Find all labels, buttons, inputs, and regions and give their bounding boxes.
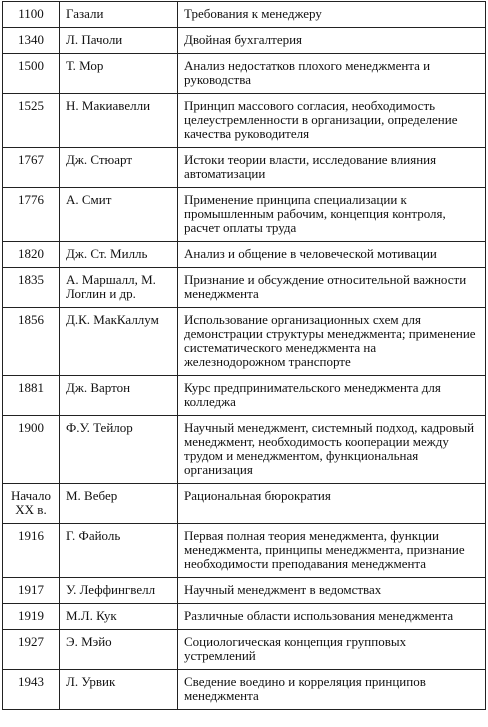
table-row <box>3 242 486 268</box>
contribution-cell: Признание и обсуждение относительной важности менеджмента <box>178 268 486 308</box>
contribution-cell: Курс предпринимательского менеджмента для колледжа <box>178 376 486 416</box>
contribution-cell: Использование организационных схем для демонстрации структуры менеджмента; применение систематического менеджмента на железнодорожном транспорте <box>178 308 486 376</box>
contribution-cell: Научный менеджмент в ведомствах <box>178 578 486 604</box>
year-cell: 1767 <box>3 148 60 188</box>
table-row <box>3 578 486 604</box>
table-row <box>3 524 486 578</box>
author-cell: Дж. Стюарт <box>60 148 178 188</box>
year-cell: 1776 <box>3 188 60 242</box>
table-row <box>3 94 486 148</box>
author-cell: У. Леффингвелл <box>60 578 178 604</box>
table-row <box>3 268 486 308</box>
year-cell: 1943 <box>3 670 60 710</box>
year-cell: 1917 <box>3 578 60 604</box>
table-row <box>3 416 486 484</box>
table-row <box>3 484 486 524</box>
table-row <box>3 630 486 670</box>
author-cell: М. Вебер <box>60 484 178 524</box>
year-cell: 1927 <box>3 630 60 670</box>
author-cell: А. Смит <box>60 188 178 242</box>
contribution-cell: Требования к менеджеру <box>178 2 486 28</box>
author-cell: Ф.У. Тейлор <box>60 416 178 484</box>
author-cell: М.Л. Кук <box>60 604 178 630</box>
history-table <box>2 1 486 710</box>
year-cell: 1835 <box>3 268 60 308</box>
contribution-cell: Анализ недостатков плохого менеджмента и руководства <box>178 54 486 94</box>
contribution-cell: Принцип массового согласия, необходимость целеустремленности в организации, определение качества руководителя <box>178 94 486 148</box>
author-cell: А. Маршалл, М. Логлин и др. <box>60 268 178 308</box>
author-cell: Дж. Вартон <box>60 376 178 416</box>
table-row <box>3 308 486 376</box>
author-cell: Э. Мэйо <box>60 630 178 670</box>
contribution-cell: Применение принципа специализации к промышленным рабочим, концепция контроля, расчет оплаты труда <box>178 188 486 242</box>
author-cell: Т. Мор <box>60 54 178 94</box>
table-row <box>3 670 486 710</box>
author-cell: Газали <box>60 2 178 28</box>
author-cell: Л. Пачоли <box>60 28 178 54</box>
table-row <box>3 54 486 94</box>
contribution-cell: Социологическая концепция групповых устремлений <box>178 630 486 670</box>
year-cell: 1340 <box>3 28 60 54</box>
author-cell: Н. Макиавелли <box>60 94 178 148</box>
contribution-cell: Анализ и общение в человеческой мотивации <box>178 242 486 268</box>
year-cell: 1916 <box>3 524 60 578</box>
table-row <box>3 604 486 630</box>
table-row <box>3 2 486 28</box>
year-cell: 1919 <box>3 604 60 630</box>
year-cell: Начало XX в. <box>3 484 60 524</box>
table-row <box>3 376 486 416</box>
year-cell: 1820 <box>3 242 60 268</box>
year-cell: 1881 <box>3 376 60 416</box>
author-cell: Д.К. МакКаллум <box>60 308 178 376</box>
year-cell: 1500 <box>3 54 60 94</box>
year-cell: 1900 <box>3 416 60 484</box>
contribution-cell: Научный менеджмент, системный подход, кадровый менеджмент, необходимость кооперации между трудом и менеджментом, функциональная организация <box>178 416 486 484</box>
contribution-cell: Рациональная бюрократия <box>178 484 486 524</box>
year-cell: 1100 <box>3 2 60 28</box>
year-cell: 1856 <box>3 308 60 376</box>
contribution-cell: Сведение воедино и корреляция принципов менеджмента <box>178 670 486 710</box>
author-cell: Л. Урвик <box>60 670 178 710</box>
contribution-cell: Двойная бухгалтерия <box>178 28 486 54</box>
contribution-cell: Различные области использования менеджмента <box>178 604 486 630</box>
table-body <box>3 2 486 710</box>
author-cell: Г. Файоль <box>60 524 178 578</box>
table-row <box>3 188 486 242</box>
table-row <box>3 28 486 54</box>
author-cell: Дж. Ст. Милль <box>60 242 178 268</box>
table-row <box>3 148 486 188</box>
year-cell: 1525 <box>3 94 60 148</box>
contribution-cell: Истоки теории власти, исследование влияния автоматизации <box>178 148 486 188</box>
contribution-cell: Первая полная теория менеджмента, функции менеджмента, принципы менеджмента, признание необходимости преподавания менеджмента <box>178 524 486 578</box>
